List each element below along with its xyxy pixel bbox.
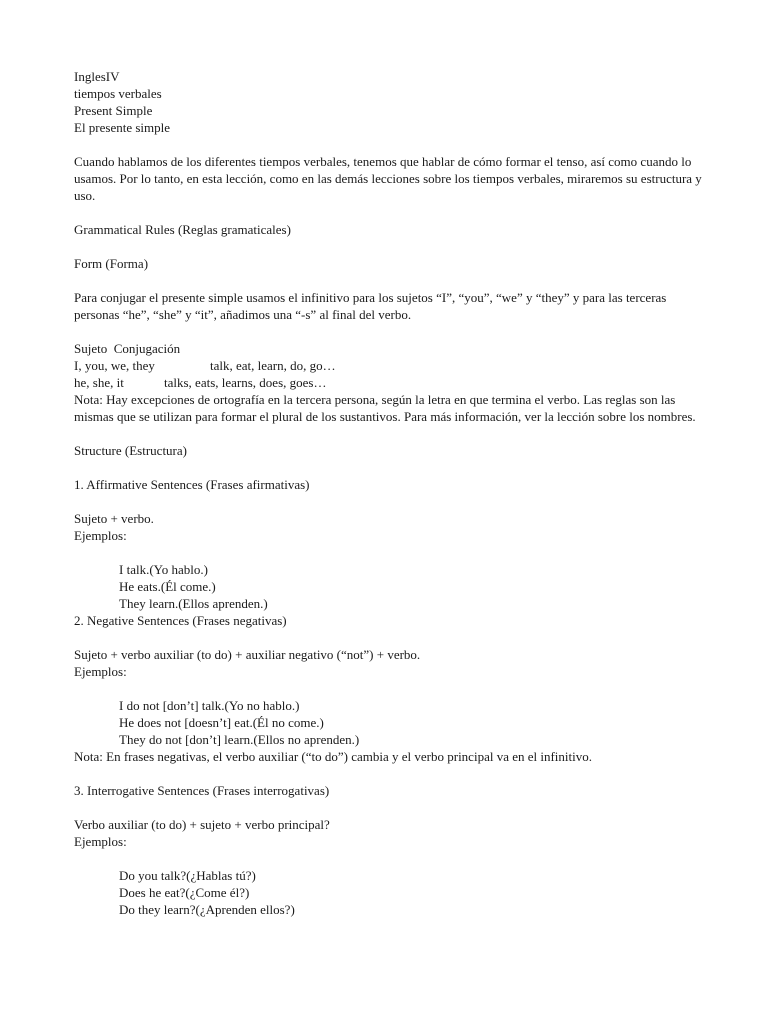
example-line: I talk.(Yo hablo.) [119,562,208,577]
document-body [74,68,714,918]
conjugation-row [74,374,714,391]
interrogative-heading: 3. Interrogative Sentences (Frases interrogativas) [74,783,330,798]
affirmative-examples-label: Ejemplos: [74,528,127,543]
note-spelling: Nota: Hay excepciones de ortografía en la tercera persona, según la letra en que termina el verbo. Las reglas son las mismas que se utilizan para formar el plural de los sustantivos. Para más información, ver la lección sobre los nombres. [74,392,696,424]
example-line: Do you talk?(¿Hablas tú?) [119,868,256,883]
example-line: They learn.(Ellos aprenden.) [119,596,268,611]
grammatical-rules-heading: Grammatical Rules (Reglas gramaticales) [74,222,291,237]
example-line: He does not [doesn’t] eat.(Él no come.) [119,715,324,730]
example-line: I do not [don’t] talk.(Yo no hablo.) [119,698,300,713]
negative-examples-label: Ejemplos: [74,664,127,679]
example-line: Do they learn?(¿Aprenden ellos?) [119,902,295,917]
conjugation-verbs: talk, eat, learn, do, go… [210,358,336,373]
conjugation-header: Sujeto Conjugación [74,341,181,356]
conjugation-subject: he, she, it [74,375,124,390]
example-line: Does he eat?(¿Come él?) [119,885,250,900]
intro-paragraph: Cuando hablamos de los diferentes tiempos verbales, tenemos que hablar de cómo formar el tenso, así como cuando lo usamos. Por lo tanto, en esta lección, como en las demás lecciones sobre los tiempos verbales, miraremos su estructura y uso. [74,154,702,203]
structure-heading: Structure (Estructura) [74,443,187,458]
interrogative-formula: Verbo auxiliar (to do) + sujeto + verbo principal? [74,817,330,832]
example-line: He eats.(Él come.) [119,579,216,594]
example-line: They do not [don’t] learn.(Ellos no aprenden.) [119,732,360,747]
affirmative-heading: 1. Affirmative Sentences (Frases afirmativas) [74,477,310,492]
note-negative: Nota: En frases negativas, el verbo auxiliar (“to do”) cambia y el verbo principal va en el infinitivo. [74,749,593,764]
form-paragraph: Para conjugar el presente simple usamos el infinitivo para los sujetos “I”, “you”, “we” y “they” y para las terceras personas “he”, “she” y “it”, añadimos una “-s” al final del verbo. [74,290,667,322]
interrogative-examples-label: Ejemplos: [74,834,127,849]
subtitle: tiempos verbales [74,86,162,101]
conjugation-subject: I, you, we, they [74,358,155,373]
course-title: InglesIV [74,69,120,84]
topic-spanish: El presente simple [74,120,171,135]
conjugation-verbs: talks, eats, learns, does, goes… [164,375,327,390]
conjugation-row [74,357,714,374]
form-heading: Form (Forma) [74,256,149,271]
topic-english: Present Simple [74,103,153,118]
affirmative-formula: Sujeto + verbo. [74,511,154,526]
negative-heading: 2. Negative Sentences (Frases negativas) [74,613,287,628]
negative-formula: Sujeto + verbo auxiliar (to do) + auxiliar negativo (“not”) + verbo. [74,647,421,662]
